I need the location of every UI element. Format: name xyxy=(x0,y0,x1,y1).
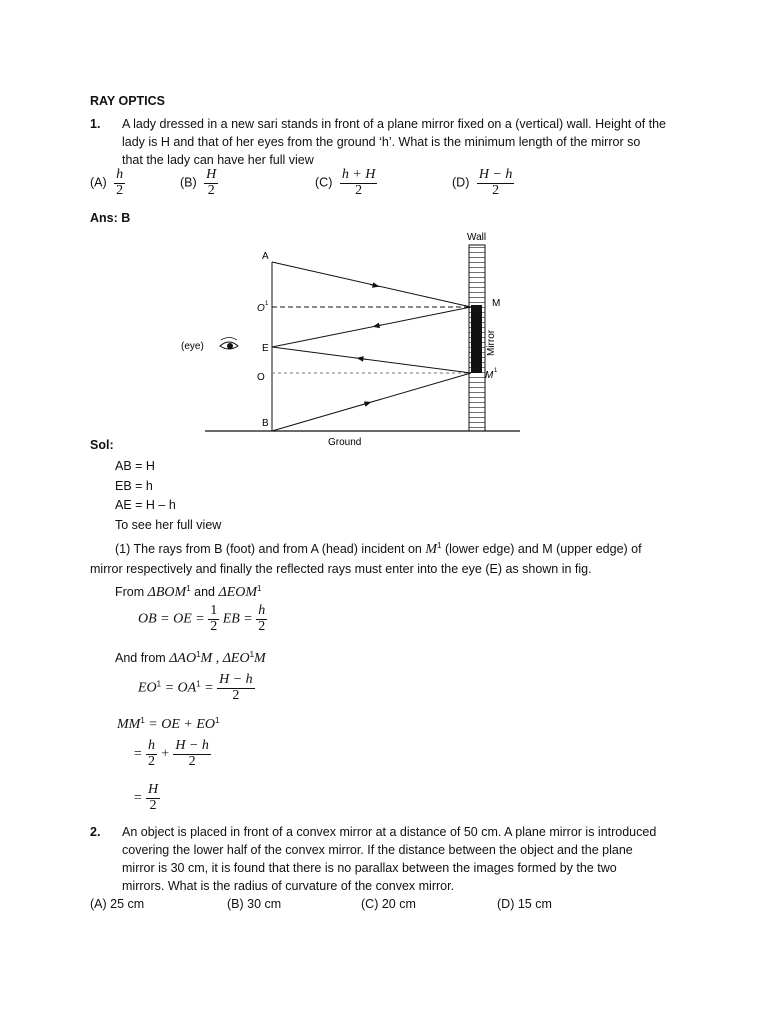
eye-icon xyxy=(220,338,238,350)
q2-option-d: (D) 15 cm xyxy=(497,897,552,911)
q1-number: 1. xyxy=(90,117,101,131)
sol-and-from: And from ΔAO$^1$M , ΔEO$^1$M xyxy=(115,650,266,667)
q1-option-b: (B) $\frac{H}{2}$ xyxy=(180,167,217,198)
label-o: O xyxy=(257,372,265,383)
q2-option-a: (A) 25 cm xyxy=(90,897,145,911)
eq-result: = $\frac{H}{2}$ xyxy=(133,782,159,813)
label-wall: Wall xyxy=(467,232,487,243)
q2-line-2: covering the lower half of the convex mirror. If the distance between the object and the plane xyxy=(122,843,633,857)
q1-line-2: lady is H and that of her eyes from the ground ‘h’. What is the minimum length of the mirror so xyxy=(122,135,641,149)
eq-eo1: $EO^1 = OA^1$ = $\frac{H - h}{2}$ xyxy=(138,672,253,703)
q1-option-a: (A) $\frac{h}{2}$ xyxy=(90,167,124,198)
eq-ob-oe: OB = OE = $\frac{1}{2}$ EB = $\frac{h}{2}$ xyxy=(138,603,266,634)
sol-paragraph-2: mirror respectively and finally the reflected rays must enter into the eye (E) as shown in fig. xyxy=(90,562,592,576)
sol-line-eb: EB = h xyxy=(115,479,153,493)
label-o1-sup: 1 xyxy=(265,301,269,307)
arrow-b-m1 xyxy=(362,403,368,405)
sol-line-full-view: To see her full view xyxy=(115,518,222,532)
arrow-m1-e xyxy=(360,359,366,360)
q2-option-c: (C) 20 cm xyxy=(361,897,416,911)
label-m: M xyxy=(492,298,501,309)
q2-option-b: (B) 30 cm xyxy=(227,897,282,911)
label-m1-sup: 1 xyxy=(494,368,498,374)
arrow-m-e xyxy=(376,325,382,326)
label-o1: O xyxy=(257,303,265,314)
label-mirror: Mirror xyxy=(486,329,497,356)
q2-line-3: mirror is 30 cm, it is found that there is no parallax between the images formed by the two xyxy=(122,861,617,875)
q1-line-3: that the lady can have her full view xyxy=(122,153,314,167)
sol-line-ae: AE = H – h xyxy=(115,498,176,512)
eq-mm1: $MM^1$ = OE + $EO^1$ xyxy=(117,716,220,733)
sol-heading: Sol: xyxy=(90,438,114,452)
sol-paragraph-1: (1) The rays from B (foot) and from A (head) incident on $M^1$ (lower edge) and M (upper edge) of xyxy=(115,541,642,558)
ray-e-m1 xyxy=(272,347,471,373)
label-ground: Ground xyxy=(328,437,362,448)
q1-option-d: (D) $\frac{H - h}{2}$ xyxy=(452,167,513,198)
label-a: A xyxy=(262,251,269,262)
q2-line-4: mirrors. What is the radius of curvature of the convex mirror. xyxy=(122,879,455,893)
eq-sum: = $\frac{h}{2}$ + $\frac{H - h}{2}$ xyxy=(133,738,209,769)
label-eye: (eye) xyxy=(181,341,204,352)
ray-b-m1 xyxy=(272,373,471,431)
sol-from-triangles: From ΔBOM$^1$ and ΔEOM$^1$ xyxy=(115,584,262,601)
section-title: RAY OPTICS xyxy=(90,94,166,108)
label-e: E xyxy=(262,343,269,354)
ray-diagram xyxy=(160,226,540,448)
sol-line-ab: AB = H xyxy=(115,459,155,473)
q1-option-c: (C) $\frac{h + H}{2}$ xyxy=(315,167,376,198)
q2-number: 2. xyxy=(90,825,101,839)
label-m1: M xyxy=(485,370,494,381)
mirror-strip xyxy=(471,305,482,373)
q1-line-1: A lady dressed in a new sari stands in front of a plane mirror fixed on a (vertical) wall. Height of the xyxy=(122,117,667,131)
q2-line-1: An object is placed in front of a convex mirror at a distance of 50 cm. A plane mirror is introduced xyxy=(122,825,657,839)
label-b: B xyxy=(262,418,269,429)
arrow-a-m xyxy=(370,284,376,285)
q1-answer: Ans: B xyxy=(90,211,131,225)
ray-m-e xyxy=(272,307,471,347)
